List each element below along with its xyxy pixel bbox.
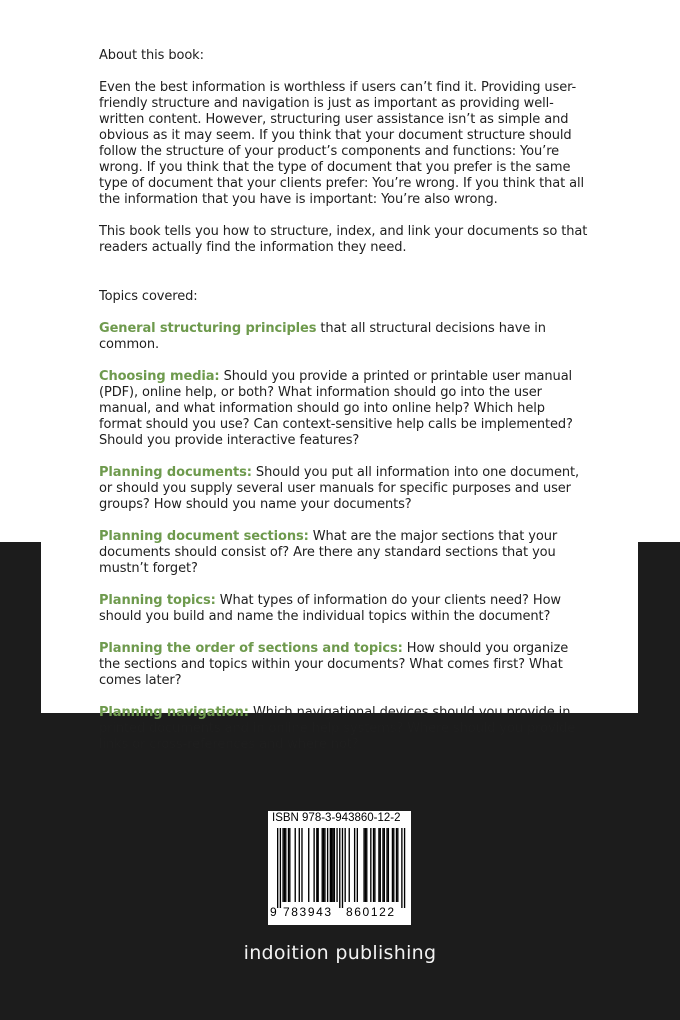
summary-paragraph: This book tells you how to structure, index, and link your documents so that readers actually find the information they need. <box>99 224 588 255</box>
barcode-bar <box>365 828 366 902</box>
barcode-first-digit: 9 <box>270 905 277 919</box>
barcode-bar <box>380 828 381 902</box>
barcode-bar <box>282 828 283 902</box>
topics-label: Topics covered: <box>99 289 198 304</box>
topic-title: Planning document sections: <box>99 529 309 544</box>
barcode-bar <box>354 828 355 902</box>
barcode-bar <box>322 828 323 902</box>
isbn-label: ISBN 978-3-943860-12-2 <box>272 812 401 824</box>
barcode-bar <box>342 828 343 908</box>
barcode-bar <box>332 828 333 902</box>
barcode-bar <box>370 828 371 902</box>
barcode-bar <box>327 828 328 902</box>
barcode-bar <box>339 828 340 908</box>
topic-title: Planning topics: <box>99 593 216 608</box>
barcode-bars <box>277 828 405 908</box>
barcode-bar <box>331 828 332 902</box>
about-label: About this book: <box>99 48 204 63</box>
barcode-bar <box>345 828 346 902</box>
barcode-bar <box>397 828 398 902</box>
barcode-bar <box>384 828 385 902</box>
barcode-bar <box>374 828 375 902</box>
barcode-bar <box>386 828 387 902</box>
barcode-bar <box>382 828 383 902</box>
barcode-bar <box>308 828 309 902</box>
barcode-bar <box>334 828 335 902</box>
barcode-bar <box>323 828 324 902</box>
barcode-bar <box>316 828 317 902</box>
topic-text: that all structural decisions have in common. <box>99 321 546 352</box>
back-cover-text <box>99 48 589 769</box>
topic-text: Should you provide a printed or printable user manual (PDF), online help, or both? What information should go into the user manual, and what information should go into online help? Which help format should you use? Can context-sensitive help calls be implemented? Should you provide interactive features? <box>99 369 573 448</box>
barcode-bar <box>392 828 393 902</box>
topic-item <box>99 705 589 753</box>
topic-text: What types of information do your clients need? How should you build and name the individual topics within the document? <box>99 593 561 624</box>
barcode-bar <box>324 828 325 902</box>
barcode-bar <box>373 828 374 902</box>
topic-item <box>99 369 589 449</box>
topic-text: Which navigational devices should you provide in printed documents and in online help systems? Where should you provide links or cross-references and where not? <box>99 705 576 752</box>
barcode-bar <box>285 828 286 902</box>
topic-title: Planning navigation: <box>99 705 249 720</box>
barcode-bar <box>393 828 394 902</box>
barcode-right-digits: 860122 <box>346 905 396 919</box>
topic-text: Should you put all information into one document, or should you supply several user manuals for specific purposes and user groups? How should you name your documents? <box>99 465 580 512</box>
barcode-bar <box>284 828 285 902</box>
barcode-bar <box>295 828 296 902</box>
topic-item <box>99 529 589 577</box>
barcode-bar <box>313 828 314 902</box>
topic-text: What are the major sections that your documents should consist of? Are there any standard sections that you mustn’t forget? <box>99 529 558 576</box>
barcode-bar <box>336 828 337 902</box>
barcode-bar <box>366 828 367 902</box>
topic-item <box>99 593 589 625</box>
barcode-bar <box>330 828 331 902</box>
topic-title: Planning documents: <box>99 465 252 480</box>
barcode-bar <box>349 828 350 902</box>
barcode-graphic <box>268 827 411 921</box>
barcode-bar <box>363 828 364 902</box>
topic-item <box>99 465 589 513</box>
barcode-bar <box>301 828 302 902</box>
barcode-bar <box>299 828 300 902</box>
barcode-bar <box>289 828 290 902</box>
topic-title: General structuring principles <box>99 321 317 336</box>
barcode-bar <box>277 828 278 908</box>
isbn-barcode <box>268 811 411 925</box>
barcode-bar <box>404 828 405 908</box>
barcode-bar <box>288 828 289 902</box>
barcode-left-digits: 783943 <box>283 905 333 919</box>
barcode-bar <box>401 828 402 908</box>
topic-title: Choosing media: <box>99 369 220 384</box>
topic-item <box>99 641 589 689</box>
topic-title: Planning the order of sections and topics: <box>99 641 403 656</box>
barcode-bar <box>357 828 358 902</box>
intro-paragraph: Even the best information is worthless if users can’t find it. Providing user-friendly structure and navigation is just as important as providing well-written content. However, structuring user assistance isn’t as simple and obvious as it may seem. If you think that your document structure should follow the structure of your product’s components and functions: You’re wrong. If you think that the type of document that you prefer is the same type of document that your clients prefer: You’re wrong. If you think that all the information that you have is important: You’re also wrong. <box>99 80 585 207</box>
barcode-bar <box>396 828 397 902</box>
topic-text: How should you organize the sections and topics within your documents? What comes first? What comes later? <box>99 641 569 688</box>
barcode-bar <box>388 828 389 902</box>
barcode-bar <box>318 828 319 902</box>
barcode-bar <box>280 828 281 908</box>
publisher-name: indoition publishing <box>243 942 437 964</box>
barcode-bar <box>378 828 379 902</box>
topic-item <box>99 321 589 353</box>
